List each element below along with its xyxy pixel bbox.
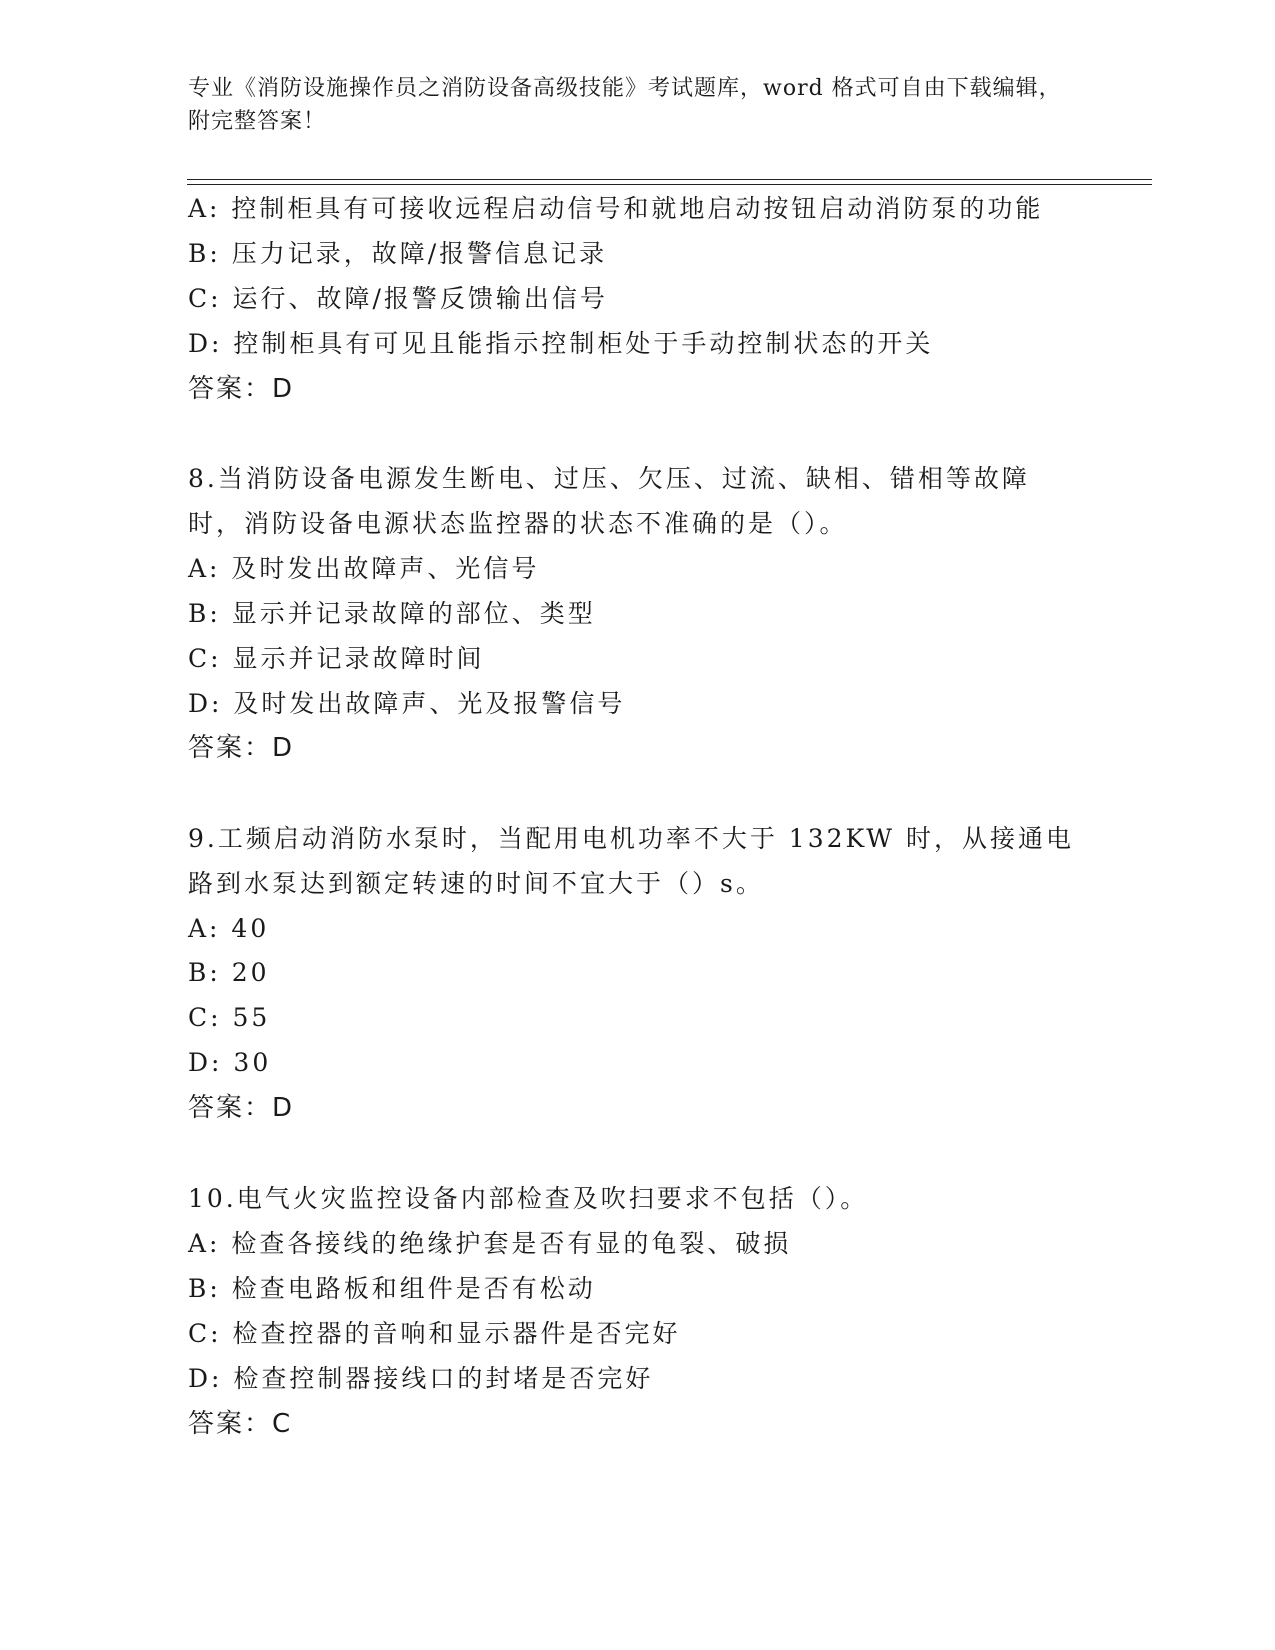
option-c: C: 检查控器的音响和显示器件是否完好 [188, 1319, 681, 1348]
option-a: A: 控制柜具有可接收远程启动信号和就地启动按钮启动消防泵的功能 [188, 194, 1044, 223]
option-c: C: 运行、故障/报警反馈输出信号 [188, 284, 608, 313]
question-text: 路到水泵达到额定转速的时间不宜大于（）s。 [188, 869, 764, 898]
option-a: A: 及时发出故障声、光信号 [188, 554, 540, 583]
option-b: B: 显示并记录故障的部位、类型 [188, 599, 596, 628]
header-divider-top [187, 179, 1152, 180]
question-text: 8.当消防设备电源发生断电、过压、欠压、过流、缺相、错相等故障 [188, 464, 1030, 493]
option-d: D: 控制柜具有可见且能指示控制柜处于手动控制状态的开关 [188, 329, 934, 358]
header-divider-bottom [187, 184, 1152, 185]
option-c: C: 55 [188, 1003, 271, 1032]
option-a: A: 检查各接线的绝缘护套是否有显的龟裂、破损 [188, 1229, 792, 1258]
option-b: B: 压力记录，故障/报警信息记录 [188, 239, 608, 268]
answer: 答案：D [188, 733, 295, 763]
question-text: 9.工频启动消防水泵时，当配用电机功率不大于 132KW 时，从接通电 [188, 824, 1074, 853]
option-d: D: 检查控制器接线口的封堵是否完好 [188, 1364, 654, 1393]
option-b: B: 检查电路板和组件是否有松动 [188, 1274, 596, 1303]
answer: 答案：C [188, 1409, 293, 1439]
answer: 答案：D [188, 374, 295, 404]
option-a: A: 40 [188, 914, 270, 943]
option-b: B: 20 [188, 958, 270, 987]
question-text: 时，消防设备电源状态监控器的状态不准确的是（）。 [188, 509, 848, 538]
option-d: D: 30 [188, 1048, 272, 1077]
option-d: D: 及时发出故障声、光及报警信号 [188, 689, 626, 718]
answer: 答案：D [188, 1093, 295, 1123]
option-c: C: 显示并记录故障时间 [188, 644, 485, 673]
document-header: 专业《消防设施操作员之消防设备高级技能》考试题库，word 格式可自由下载编辑，附完整答案！ [188, 76, 1062, 134]
question-text: 10.电气火灾监控设备内部检查及吹扫要求不包括（）。 [188, 1184, 869, 1213]
